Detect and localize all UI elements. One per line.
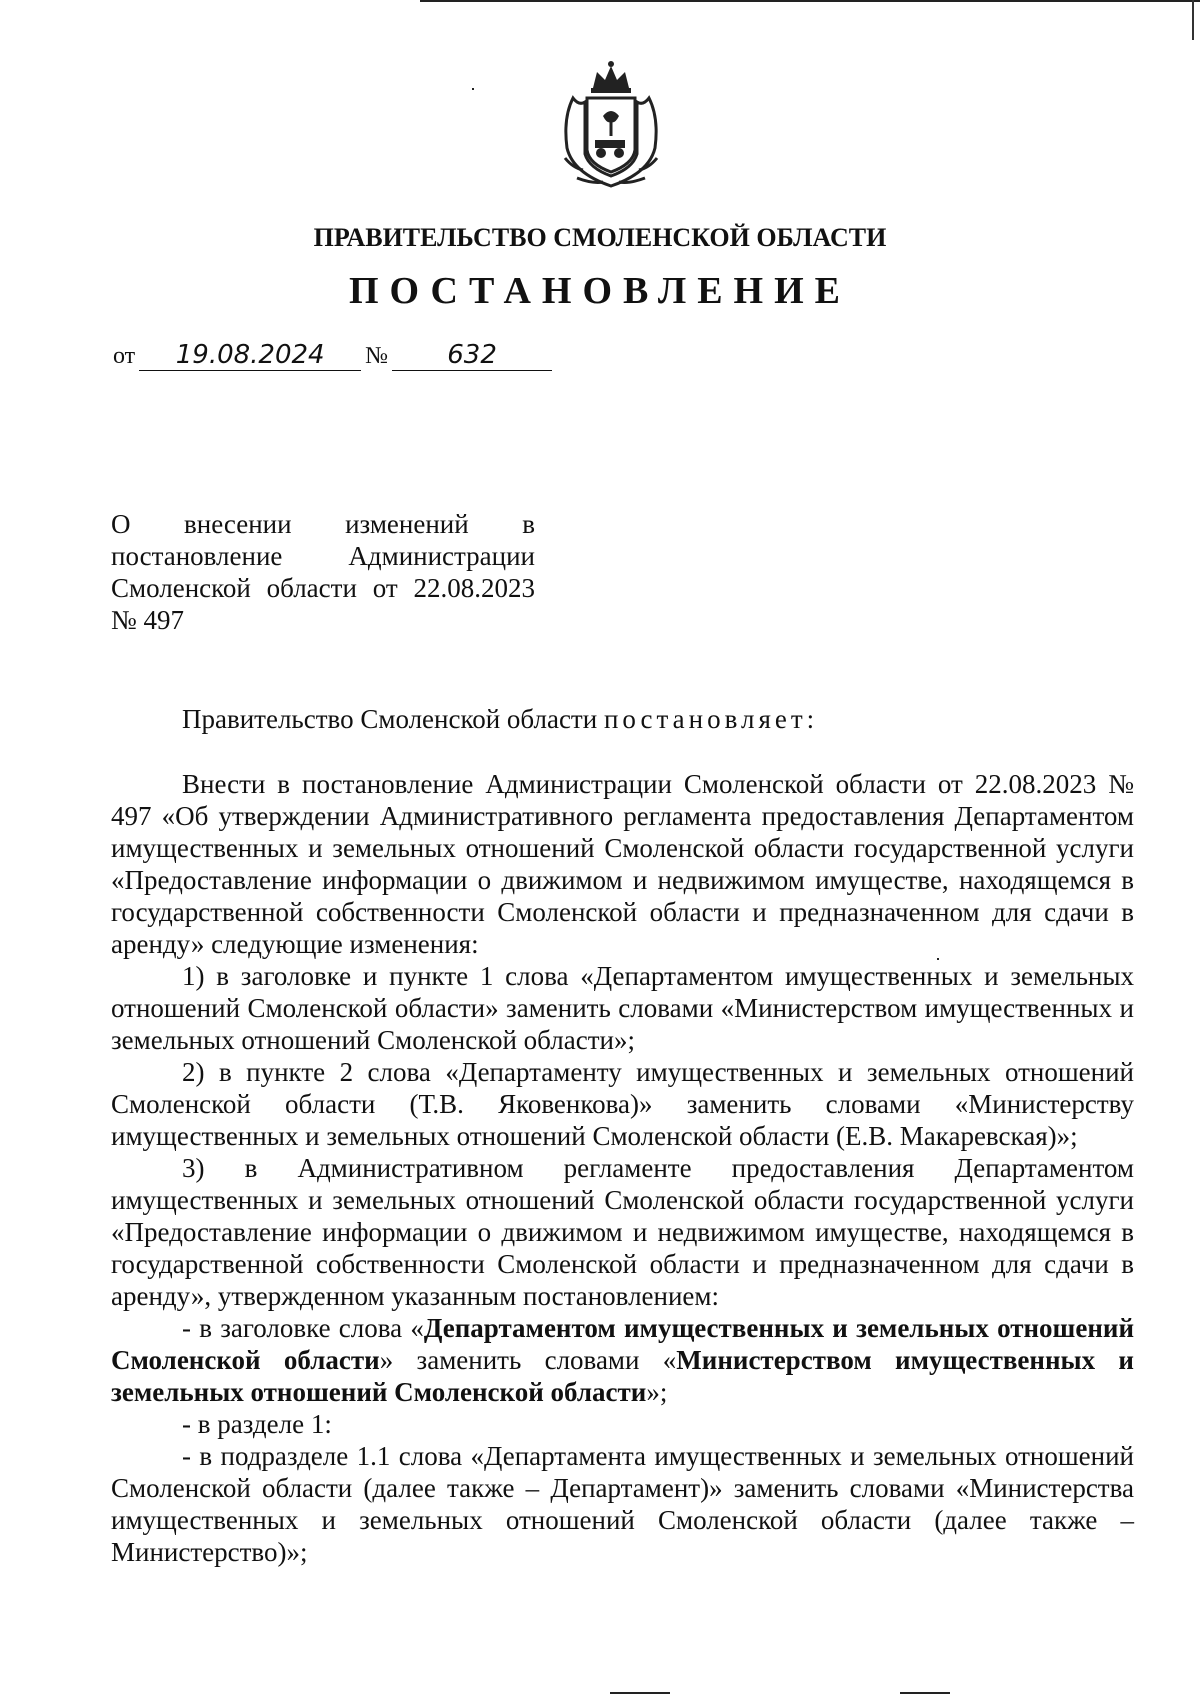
subject-line: О внесении изменений в: [111, 509, 535, 539]
scan-speck: [937, 958, 939, 960]
scan-border-right: [1192, 0, 1194, 40]
handwritten-number: 632: [392, 340, 552, 371]
enacting-subject: Правительство Смоленской области: [182, 704, 598, 734]
number-prefix: №: [365, 343, 389, 369]
body-paragraph: Внести в постановление Администрации Смоленской области от 22.08.2023 № 497 «Об утверждении Административного регламента предоставления Департаментом имущественных и земельных отношений Смоленской области государственной услуги «Предоставление информации о движимом и недвижимом имуществе, находящемся в государственной собственности Смоленской области и предназначенном для сдачи в аренду» следующие изменения:: [111, 769, 1134, 959]
subject-line: постановление Администрации: [111, 541, 535, 571]
text-run: - в заголовке слова «: [182, 1313, 424, 1343]
enacting-clause: [182, 703, 818, 735]
scan-speck: [472, 88, 474, 90]
body-paragraph: 1) в заголовке и пункте 1 слова «Департаментом имущественных и земельных отношений Смоленской области» заменить словами «Министерством имущественных и земельных отношений Смоленской области»;: [111, 961, 1134, 1055]
body-paragraph: 2) в пункте 2 слова «Департаменту имущественных и земельных отношений Смоленской области (Т.В. Яковенкова)» заменить словами «Министерству имущественных и земельных отношений Смоленской области (Е.В. Макаревская)»;: [111, 1057, 1134, 1151]
scan-speck: [610, 1692, 670, 1694]
date-number-line: [109, 340, 552, 372]
handwritten-date: 19.08.2024: [139, 340, 361, 371]
document-type-title: ПОСТАНОВЛЕНИЕ: [348, 270, 852, 312]
body-paragraph: - в разделе 1:: [182, 1409, 332, 1439]
bold-text-run: Министерством имущественных и земельных отношений Смоленской области: [111, 1345, 1134, 1407]
document-body: [111, 768, 1134, 1568]
scan-speck: [900, 1692, 950, 1694]
text-run: »;: [646, 1377, 668, 1407]
body-paragraph: - в подразделе 1.1 слова «Департамента имущественных и земельных отношений Смоленской области (далее также – Департамент)» заменить словами «Министерства имущественных и земельных отношений Смоленской области (далее также – Министерство)»;: [111, 1441, 1134, 1567]
coat-of-arms-emblem: [553, 58, 669, 190]
text-run: » заменить словами «: [379, 1345, 677, 1375]
scan-border-top: [420, 0, 1200, 2]
bold-text-run: Департаментом имущественных и земельных отношений Смоленской области: [111, 1313, 1135, 1375]
date-prefix: от: [113, 343, 136, 369]
body-paragraph: [111, 1312, 1134, 1408]
body-paragraph: 3) в Административном регламенте предоставления Департаментом имущественных и земельных отношений Смоленской области государственной услуги «Предоставление информации о движимом и недвижимом имуществе, находящемся в государственной собственности Смоленской области и предназначенном для сдачи в аренду», утвержденном указанным постановлением:: [111, 1153, 1134, 1311]
issuer-title: ПРАВИТЕЛЬСТВО СМОЛЕНСКОЙ ОБЛАСТИ: [313, 223, 887, 252]
enacting-verb: постановляет:: [603, 704, 819, 734]
subject-line: Смоленской области от 22.08.2023: [111, 573, 535, 603]
document-subject: [111, 508, 535, 636]
subject-line: № 497: [111, 605, 185, 635]
